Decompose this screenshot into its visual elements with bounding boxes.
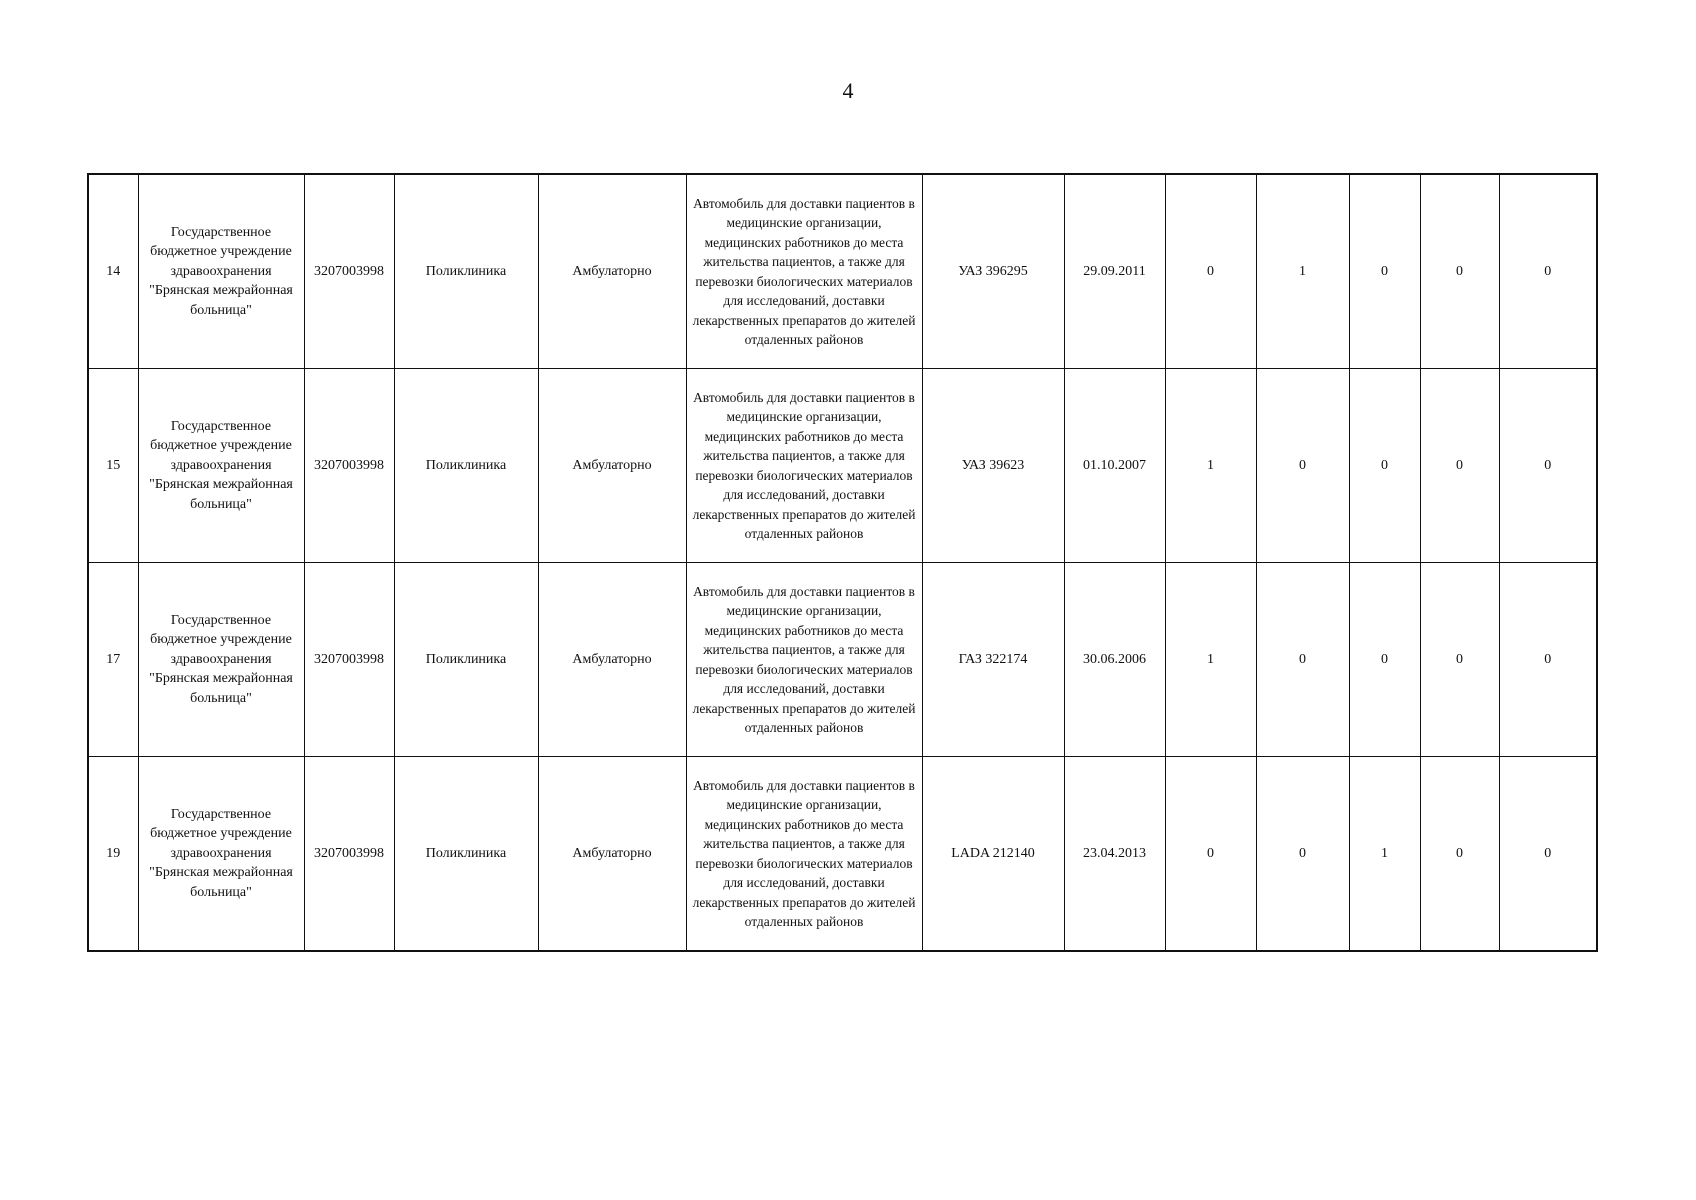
table-row [88,174,1597,369]
table-row [88,369,1597,563]
count-cell: 0 [1420,174,1499,369]
unit-name: Поликлиника [394,563,538,757]
count-cell: 0 [1499,563,1597,757]
registration-date: 30.06.2006 [1064,563,1165,757]
vehicle-model: LADA 212140 [922,757,1064,952]
count-cell: 0 [1349,369,1420,563]
vehicle-purpose: Автомобиль для доставки пациентов в медицинские организации, медицинских работников до места жительства пациентов, а также для перевозки биологических материалов для исследований, доставки лекарственных препаратов до жителей отдаленных районов [686,563,922,757]
vehicle-purpose: Автомобиль для доставки пациентов в медицинские организации, медицинских работников до места жительства пациентов, а также для перевозки биологических материалов для исследований, доставки лекарственных препаратов до жителей отдаленных районов [686,174,922,369]
care-type: Амбулаторно [538,174,686,369]
care-type: Амбулаторно [538,369,686,563]
count-cell: 0 [1420,369,1499,563]
count-cell: 0 [1499,369,1597,563]
organization-name: Государственное бюджетное учреждение здравоохранения "Брянская межрайонная больница" [138,757,304,952]
table-row [88,563,1597,757]
vehicle-purpose: Автомобиль для доставки пациентов в медицинские организации, медицинских работников до места жительства пациентов, а также для перевозки биологических материалов для исследований, доставки лекарственных препаратов до жителей отдаленных районов [686,757,922,952]
vehicle-registry-table [87,173,1598,952]
count-cell: 1 [1165,563,1256,757]
registration-date: 01.10.2007 [1064,369,1165,563]
care-type: Амбулаторно [538,757,686,952]
count-cell: 0 [1165,174,1256,369]
count-cell: 0 [1349,563,1420,757]
vehicle-model: ГАЗ 322174 [922,563,1064,757]
organization-name: Государственное бюджетное учреждение здравоохранения "Брянская межрайонная больница" [138,174,304,369]
count-cell: 0 [1420,563,1499,757]
count-cell: 1 [1349,757,1420,952]
care-type: Амбулаторно [538,563,686,757]
vehicle-model: УАЗ 39623 [922,369,1064,563]
inn-code: 3207003998 [304,757,394,952]
count-cell: 0 [1256,757,1349,952]
count-cell: 0 [1420,757,1499,952]
registration-date: 23.04.2013 [1064,757,1165,952]
inn-code: 3207003998 [304,563,394,757]
organization-name: Государственное бюджетное учреждение здравоохранения "Брянская межрайонная больница" [138,369,304,563]
inn-code: 3207003998 [304,369,394,563]
page-number: 4 [842,78,854,103]
vehicle-purpose: Автомобиль для доставки пациентов в медицинские организации, медицинских работников до места жительства пациентов, а также для перевозки биологических материалов для исследований, доставки лекарственных препаратов до жителей отдаленных районов [686,369,922,563]
count-cell: 0 [1349,174,1420,369]
inn-code: 3207003998 [304,174,394,369]
row-number: 17 [88,563,138,757]
row-number: 19 [88,757,138,952]
unit-name: Поликлиника [394,757,538,952]
row-number: 15 [88,369,138,563]
unit-name: Поликлиника [394,174,538,369]
count-cell: 0 [1256,369,1349,563]
count-cell: 1 [1256,174,1349,369]
table-row [88,757,1597,952]
registration-date: 29.09.2011 [1064,174,1165,369]
organization-name: Государственное бюджетное учреждение здравоохранения "Брянская межрайонная больница" [138,563,304,757]
row-number: 14 [88,174,138,369]
vehicle-model: УАЗ 396295 [922,174,1064,369]
count-cell: 0 [1499,757,1597,952]
count-cell: 0 [1256,563,1349,757]
unit-name: Поликлиника [394,369,538,563]
count-cell: 0 [1165,757,1256,952]
count-cell: 0 [1499,174,1597,369]
count-cell: 1 [1165,369,1256,563]
